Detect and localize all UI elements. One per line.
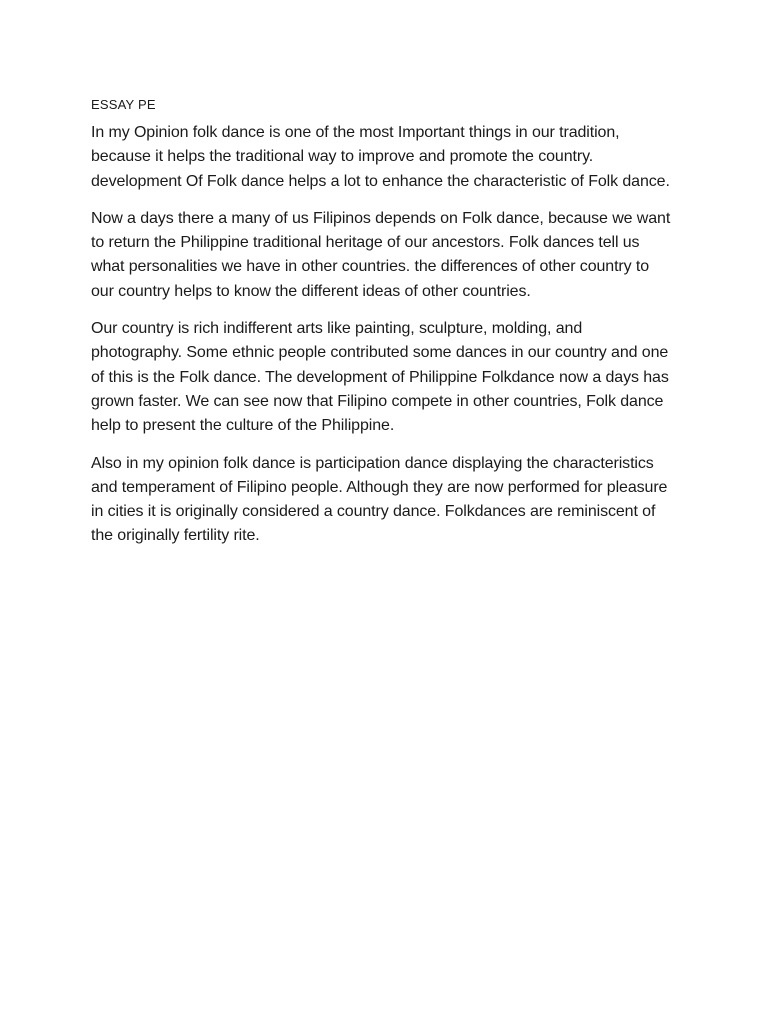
- essay-paragraph-4: Also in my opinion folk dance is participation dance displaying the characteristics and temperament of Filipino people. Although they are now performed for pleasure in cities it is originally considered a country dance. Folkdances are reminiscent of the originally fertility rite.: [91, 454, 668, 545]
- essay-paragraph-2: Now a days there a many of us Filipinos depends on Folk dance, because we want to return the Philippine traditional heritage of our ancestors. Folk dances tell us what personalities we have in other countries. the differences of other country to our country helps to know the different ideas of other countries.: [91, 209, 671, 300]
- essay-paragraph-1: In my Opinion folk dance is one of the most Important things in our tradition, because it helps the traditional way to improve and promote the country. development Of Folk dance helps a lot to enhance the characteristic of Folk dance.: [91, 124, 670, 190]
- essay-paragraph-3: Our country is rich indifferent arts like painting, sculpture, molding, and photography. Some ethnic people contributed some dances in our country and one of this is the Folk dance. The development of Philippine Folkdance now a days has grown faster. We can see now that Filipino compete in other countries, Folk dance help to present the culture of the Philippine.: [91, 320, 669, 435]
- essay-title: ESSAY PE: [91, 97, 156, 112]
- essay-body: [91, 95, 671, 562]
